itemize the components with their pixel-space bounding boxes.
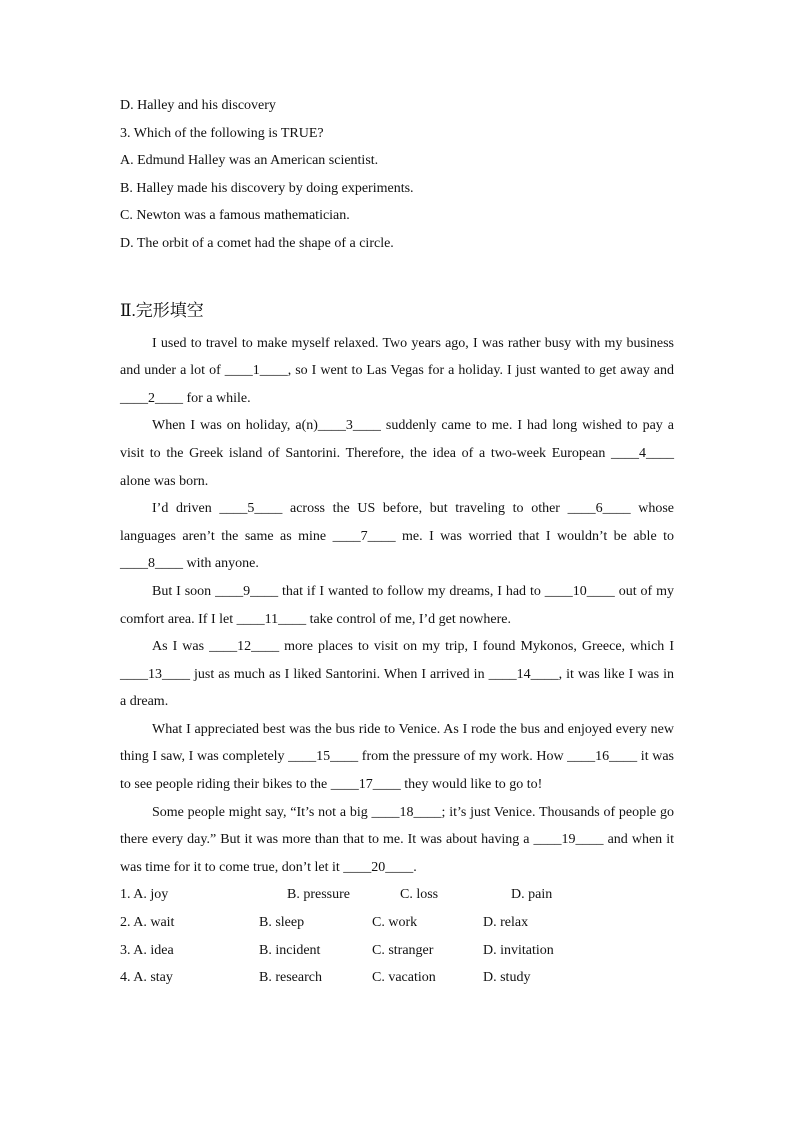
question-line: 3. Which of the following is TRUE?: [120, 125, 324, 141]
option-d: D. invitation: [483, 942, 554, 958]
previous-question-block: [120, 92, 674, 258]
options-row-2: [120, 909, 674, 937]
option-d: D. relax: [483, 915, 529, 931]
option-a: 1. A. joy: [120, 887, 169, 903]
options-row-3: [120, 937, 674, 965]
option-line: A. Edmund Halley was an American scientist.: [120, 153, 379, 169]
option-b: B. incident: [259, 942, 321, 958]
option-a: 4. A. stay: [120, 970, 173, 986]
passage-paragraph: But I soon ____9____ that if I wanted to follow my dreams, I had to ____10____ out of my comfort area. If I let ____11____ take control of me, I’d get nowhere.: [120, 583, 674, 627]
option-b: B. sleep: [259, 915, 305, 931]
option-b: B. research: [259, 970, 322, 986]
option-b: B. pressure: [287, 887, 350, 903]
passage-paragraph: I used to travel to make myself relaxed. Two years ago, I was rather busy with my business and under a lot of ____1____, so I went to Las Vegas for a holiday. I just wanted to get away and ____2____ for a while.: [120, 335, 674, 406]
answer-options: [120, 881, 674, 991]
option-line: D. The orbit of a comet had the shape of a circle.: [120, 235, 394, 251]
passage-paragraph: I’d driven ____5____ across the US before, but traveling to other ____6____ whose languages aren’t the same as mine ____7____ me. I was worried that I wouldn’t be able to ____8____ with anyone.: [120, 501, 674, 572]
option-d: D. pain: [511, 887, 553, 903]
option-line: B. Halley made his discovery by doing experiments.: [120, 180, 414, 196]
document-page: [120, 92, 674, 992]
option-a: 2. A. wait: [120, 915, 175, 931]
option-c: C. work: [372, 915, 418, 931]
option-line: D. Halley and his discovery: [120, 98, 276, 113]
options-row-1: [120, 881, 674, 909]
options-row-4: [120, 964, 674, 992]
option-c: C. loss: [400, 887, 439, 903]
option-line: C. Newton was a famous mathematician.: [120, 208, 350, 224]
option-c: C. vacation: [372, 970, 436, 986]
cloze-passage: [120, 330, 674, 882]
passage-paragraph: What I appreciated best was the bus ride to Venice. As I rode the bus and enjoyed every new thing I saw, I was completely ____15____ from the pressure of my work. How ____16____ it was to see people riding their bikes to the ____17____ they would like to go to!: [120, 721, 674, 793]
section-title: Ⅱ.完形填空: [120, 300, 204, 320]
option-d: D. study: [483, 970, 531, 986]
passage-paragraph: As I was ____12____ more places to visit on my trip, I found Mykonos, Greece, which I ____13____ just as much as I liked Santorini. When I arrived in ____14____, it was like I was in a dream.: [120, 639, 674, 710]
option-c: C. stranger: [372, 942, 434, 958]
passage-paragraph: When I was on holiday, a(n)____3____ suddenly came to me. I had long wished to pay a visit to the Greek island of Santorini. Therefore, the idea of a two-week European ____4____ alone was born.: [120, 418, 674, 489]
passage-paragraph: Some people might say, “It’s not a big ____18____; it’s just Venice. Thousands of people go there every day.” But it was more than that to me. It was about having a ____19____ and when it was time for it to come true, don’t let it ____20____.: [120, 804, 674, 875]
option-a: 3. A. idea: [120, 942, 174, 958]
